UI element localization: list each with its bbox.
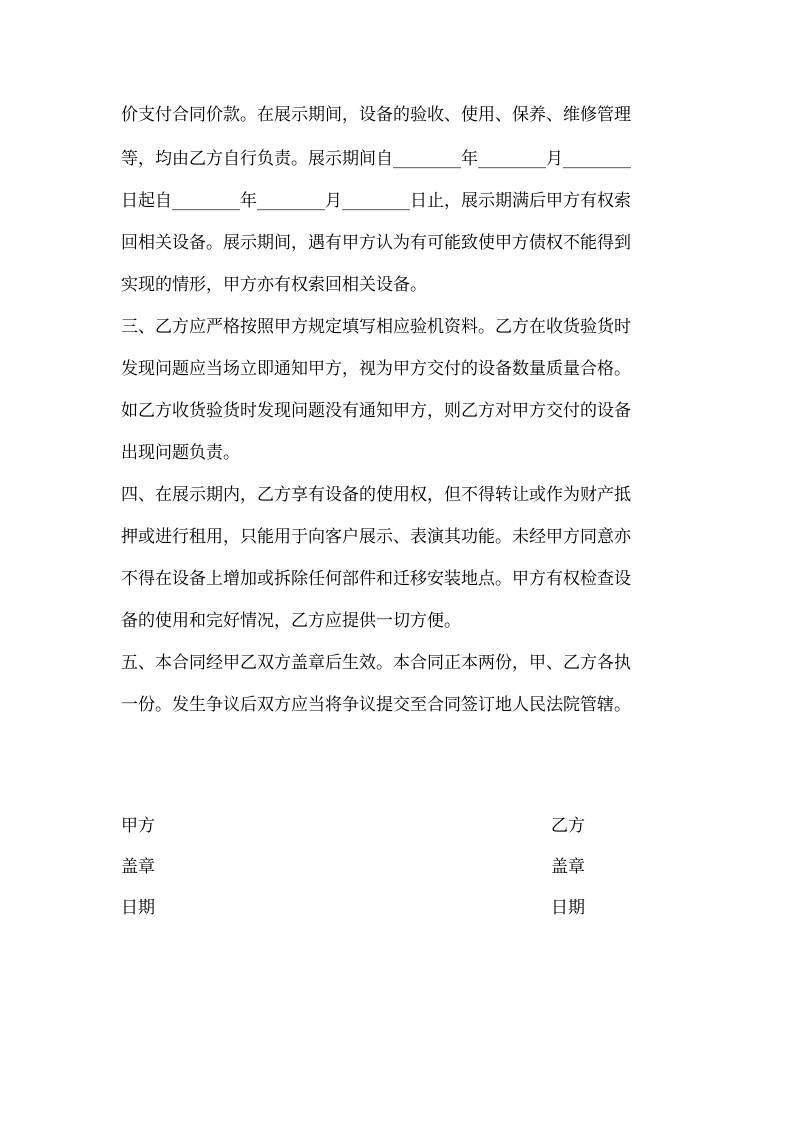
party-a-label: 甲方: [121, 816, 155, 836]
paragraph-line: 一份。发生争议后双方应当将争议提交至合同签订地人民法院管辖。: [121, 695, 631, 715]
paragraph-line: 等，均由乙方自行负责。展示期间自________年________月________: [121, 149, 631, 169]
paragraph-line: 发现问题应当场立即通知甲方，视为甲方交付的设备数量质量合格。: [121, 359, 631, 379]
party-a-date-label: 日期: [121, 898, 155, 918]
paragraph-line: 五、本合同经甲乙双方盖章后生效。本合同正本两份，甲、乙方各执: [121, 653, 631, 673]
party-b-seal-label: 盖章: [551, 857, 585, 877]
paragraph-line: 价支付合同价款。在展示期间，设备的验收、使用、保养、维修管理: [121, 105, 631, 125]
party-a-seal-label: 盖章: [121, 857, 155, 877]
paragraph-line: 出现问题负责。: [121, 443, 240, 463]
paragraph-line: 回相关设备。展示期间，遇有甲方认为有可能致使甲方债权不能得到: [121, 233, 631, 253]
paragraph-line: 实现的情形，甲方亦有权索回相关设备。: [121, 275, 427, 295]
party-b-date-label: 日期: [551, 898, 585, 918]
paragraph-line: 押或进行租用，只能用于向客户展示、表演其功能。未经甲方同意亦: [121, 527, 631, 547]
paragraph-line: 如乙方收货验货时发现问题没有通知甲方，则乙方对甲方交付的设备: [121, 401, 631, 421]
paragraph-line: 不得在设备上增加或拆除任何部件和迁移安装地点。甲方有权检查设: [121, 569, 631, 589]
party-b-label: 乙方: [551, 816, 585, 836]
paragraph-line: 四、在展示期内，乙方享有设备的使用权，但不得转让或作为财产抵: [121, 485, 631, 505]
paragraph-line: 备的使用和完好情况，乙方应提供一切方便。: [121, 611, 461, 631]
paragraph-line: 日起自________年________月________日止，展示期满后甲方有权索: [121, 191, 631, 211]
paragraph-line: 三、乙方应严格按照甲方规定填写相应验机资料。乙方在收货验货时: [121, 317, 631, 337]
